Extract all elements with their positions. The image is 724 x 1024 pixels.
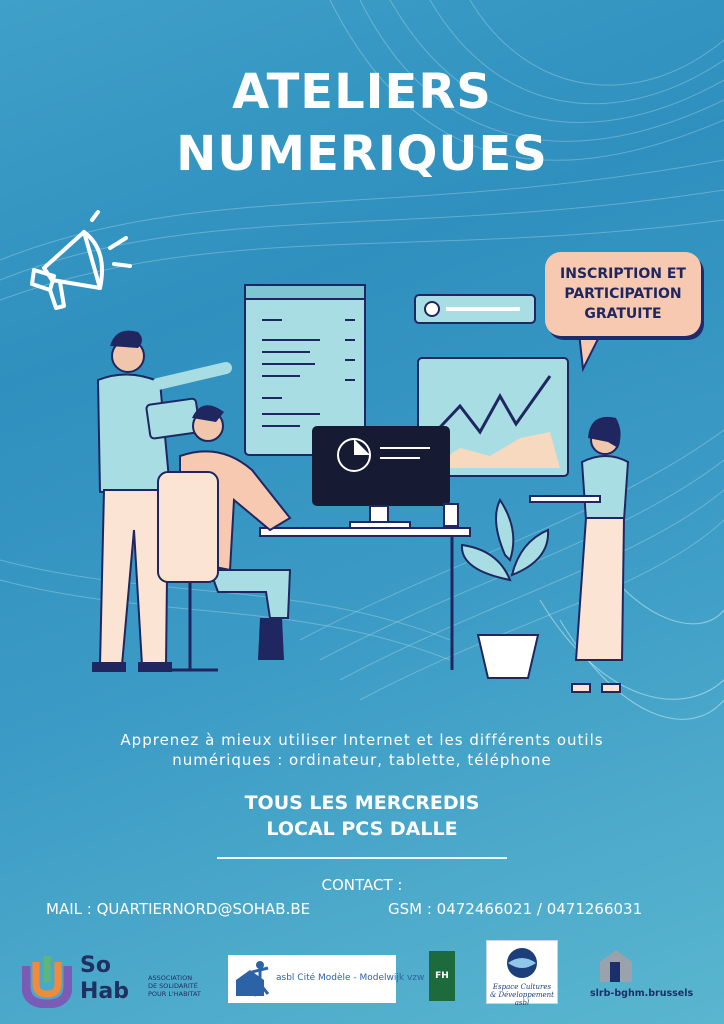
sohab-tagline (148, 974, 201, 998)
espace-line2: & Développement asbl (490, 991, 554, 1007)
poster-title-line1: ATELIERS (232, 64, 492, 120)
cite-modele-mark-icon (230, 956, 276, 1002)
espace-line1: Espace Cultures (492, 983, 552, 991)
espace-cultures-logo (486, 940, 558, 1007)
bubble-line3: GRATUITE (584, 306, 662, 322)
sohab-word2: Hab (80, 979, 130, 1004)
bubble-line2: PARTICIPATION (564, 286, 682, 302)
description-line1: Apprenez à mieux utiliser Internet et les différents outils (120, 731, 604, 749)
globe-icon (500, 945, 544, 981)
poster-title-line2: NUMERIQUES (176, 126, 548, 182)
divider (217, 857, 507, 859)
sohab-word1: So (80, 953, 111, 978)
plant-graphic (462, 500, 548, 678)
schedule-location: LOCAL PCS DALLE (266, 818, 458, 840)
contact-phone[interactable]: GSM : 0472466021 / 0471266031 (388, 900, 643, 918)
description (40, 730, 684, 770)
cite-modele-logo (228, 955, 425, 1003)
description-line2: numériques : ordinateur, tablette, téléphone (172, 751, 552, 769)
sohab-tag-line3: POUR L'HABITAT (148, 990, 201, 998)
espace-cultures-name (489, 983, 555, 1007)
contact-heading: CONTACT : (321, 876, 403, 894)
fh-logo: FH (429, 951, 455, 1001)
contact-email[interactable]: MAIL : QUARTIERNORD@SOHAB.BE (46, 900, 311, 918)
people-at-computer-illustration (20, 200, 710, 700)
sohab-tag-line2: DE SOLIDARITÉ (148, 982, 198, 990)
sohab-logo (22, 950, 212, 1010)
cite-modele-name: asbl Cité Modèle - Modelwijk vzw (276, 973, 425, 983)
sohab-mark-icon (22, 952, 72, 1008)
slrb-logo (590, 948, 710, 1008)
house-icon (596, 948, 636, 984)
sohab-tag-line1: ASSOCIATION (148, 974, 193, 982)
bubble-line1: INSCRIPTION ET (560, 266, 686, 282)
schedule-day: TOUS LES MERCREDIS (244, 792, 480, 814)
monitor-graphic (312, 426, 450, 528)
slrb-name: slrb-bghm.brussels (590, 988, 694, 999)
